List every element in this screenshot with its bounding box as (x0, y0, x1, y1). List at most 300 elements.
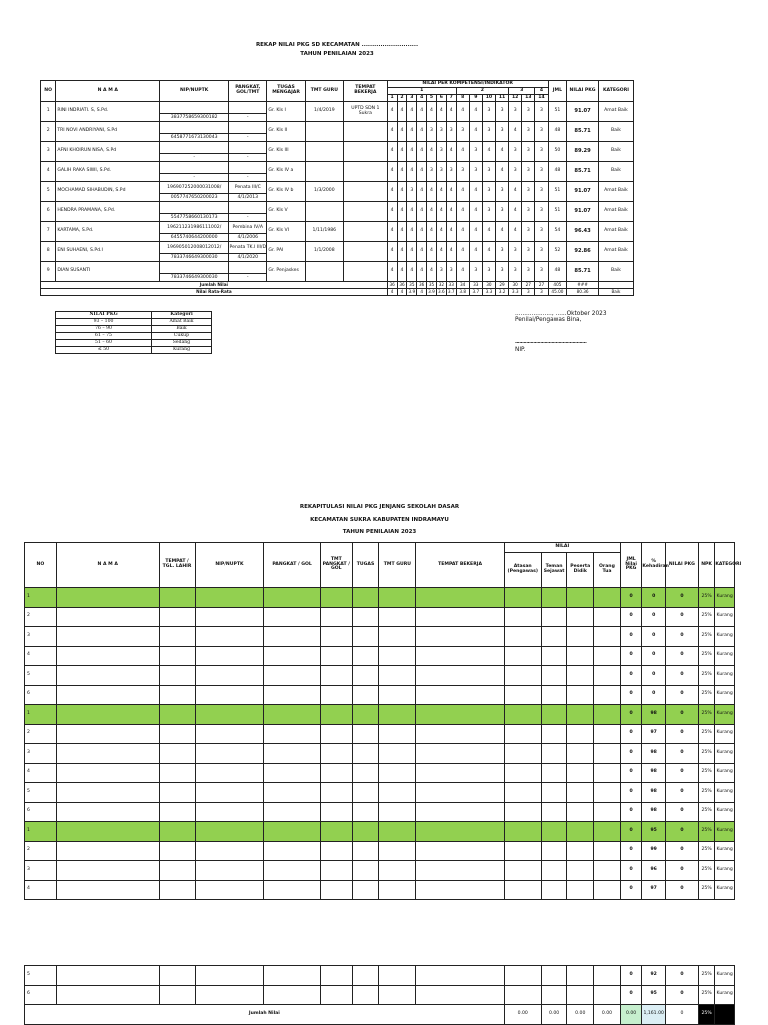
r2-cell-kehadiran: 0 (642, 666, 666, 686)
r2-cell-no: 5 (25, 966, 57, 986)
col-nama: N A M A (56, 81, 160, 102)
r2-table-row (25, 861, 735, 881)
col-nip: NIP/NUPTK (160, 81, 229, 102)
rekap2-title (24, 501, 735, 539)
r2-cell-kategori: Kurang (715, 588, 735, 608)
r2-cell-jml: 0 (620, 841, 642, 861)
r2-cell-empty (504, 744, 541, 764)
cell-tugas: Gr. Kls IV b (267, 182, 305, 202)
r2-cell-empty (159, 880, 195, 900)
r2-cell-empty (416, 685, 504, 705)
r2-cell-jml: 0 (620, 666, 642, 686)
cell-indicator-5: 4 (427, 262, 437, 282)
r2-cell-kehadiran: 0 (642, 588, 666, 608)
r2-cell-kehadiran: 95 (642, 985, 666, 1005)
cell-indicator-8: 4 (456, 222, 469, 242)
r2-cell-empty (56, 627, 159, 647)
jumlah-indicator-2: 36 (397, 282, 407, 289)
r2-cell-empty (567, 985, 594, 1005)
cell-indicator-13: 3 (522, 182, 535, 202)
indicator-7: 7 (446, 95, 456, 102)
rata-kategori: Baik (598, 289, 633, 296)
kat-range: 76 – 90 (56, 326, 152, 333)
cell-indicator-4: 4 (417, 142, 427, 162)
cell-tugas: Gr. Kls VI (267, 222, 305, 242)
cell-indicator-13: 3 (522, 162, 535, 182)
r2-cell-empty (56, 666, 159, 686)
r2-cell-empty (195, 588, 264, 608)
cell-indicator-12: 3 (509, 162, 522, 182)
r2-cell-kategori: Kurang (715, 985, 735, 1005)
r2-cell-no: 2 (25, 607, 57, 627)
cell-indicator-10: 4 (482, 222, 495, 242)
col-nilai-pkg: NILAI PKG (567, 81, 599, 102)
rata-indicator-12: 3.3 (509, 289, 522, 296)
r2-cell-empty (567, 880, 594, 900)
rata-indicator-2: 4 (397, 289, 407, 296)
r2-cell-kehadiran: 92 (642, 966, 666, 986)
r2-cell-empty (352, 861, 379, 881)
r2-cell-pkg: 0 (666, 880, 699, 900)
cell-tempat (343, 162, 387, 182)
indicator-8: 8 (456, 95, 469, 102)
indicator-6: 6 (436, 95, 446, 102)
r2-cell-jml: 0 (620, 822, 642, 842)
rekap2-table-continued (24, 965, 735, 1025)
r2-cell-empty (541, 666, 567, 686)
r2-cell-empty (416, 861, 504, 881)
cell-indicator-9: 3 (469, 262, 482, 282)
cell-pkg: 91.07 (567, 102, 599, 122)
r2-cell-npk: 25% (698, 841, 714, 861)
cell-pangkat-b: 4/1/2020 (229, 253, 266, 261)
rata-pkg: 80.36 (567, 289, 599, 296)
indicator-1: 1 (387, 95, 397, 102)
cell-indicator-3: 4 (407, 102, 417, 122)
r2-cell-empty (416, 705, 504, 725)
cell-indicator-8: 4 (456, 262, 469, 282)
rata-indicator-13: 3 (522, 289, 535, 296)
r2-cell-empty (320, 763, 352, 783)
r2-col-tugas: TUGAS (352, 543, 379, 588)
cell-pangkat-b: 4/1/2006 (229, 233, 266, 241)
r2-cell-empty (567, 802, 594, 822)
r2-cell-kehadiran: 98 (642, 783, 666, 803)
cell-indicator-3: 4 (407, 242, 417, 262)
cell-indicator-5: 4 (427, 182, 437, 202)
cell-tempat (343, 182, 387, 202)
cell-tmt: 1/1/2008 (305, 242, 343, 262)
cell-pangkat-b: - (229, 133, 266, 141)
r2-cell-empty (264, 666, 321, 686)
r2-table-row (25, 705, 735, 725)
table-row (41, 122, 634, 142)
r2-cell-empty (541, 685, 567, 705)
r2-cell-empty (379, 607, 416, 627)
cell-tempat (343, 122, 387, 142)
r2-cell-empty (541, 966, 567, 986)
kat-row (56, 340, 212, 347)
cell-indicator-14: 3 (535, 242, 548, 262)
r2-cell-empty (56, 744, 159, 764)
cell-indicator-11: 3 (496, 242, 509, 262)
cell-tugas: Gr. Kls IV a (267, 162, 305, 182)
r2-cell-empty (56, 705, 159, 725)
r2-cell-empty (541, 763, 567, 783)
r2-cell-empty (416, 763, 504, 783)
r2-cell-empty (594, 880, 621, 900)
r2-cell-empty (594, 966, 621, 986)
cell-indicator-7: 3 (446, 162, 456, 182)
cell-nip (160, 102, 229, 122)
cell-kategori: Amat Baik (598, 242, 633, 262)
cell-kategori: Amat Baik (598, 102, 633, 122)
cell-indicator-2: 4 (397, 142, 407, 162)
r2-cell-kategori: Kurang (715, 763, 735, 783)
cell-indicator-6: 4 (436, 222, 446, 242)
r2-cell-pkg: 0 (666, 588, 699, 608)
cell-tmt: 1/11/1986 (305, 222, 343, 242)
cell-indicator-6: 4 (436, 182, 446, 202)
r2-cell-empty (159, 607, 195, 627)
r2-cell-kategori: Kurang (715, 627, 735, 647)
indicator-10: 10 (482, 95, 495, 102)
r2-cell-empty (352, 783, 379, 803)
cell-tempat: UPTD SDN 1 Sukra (343, 102, 387, 122)
r2-cell-empty (264, 724, 321, 744)
cell-indicator-5: 4 (427, 222, 437, 242)
r2-cell-empty (264, 985, 321, 1005)
r2-cell-no: 2 (25, 841, 57, 861)
r2-cell-kategori: Kurang (715, 646, 735, 666)
kat-label: Amat Baik (152, 319, 212, 326)
col-tempat: TEMPAT BEKERJA (343, 81, 387, 102)
cell-indicator-9: 3 (469, 162, 482, 182)
cell-indicator-4: 4 (417, 202, 427, 222)
r2-cell-empty (56, 588, 159, 608)
r2-cell-empty (504, 985, 541, 1005)
indicator-5: 5 (427, 95, 437, 102)
r2-cell-kehadiran: 96 (642, 861, 666, 881)
rata-indicator-11: 3.2 (496, 289, 509, 296)
cell-indicator-1: 4 (387, 102, 397, 122)
rata-indicator-7: 3.7 (447, 288, 455, 294)
cell-jml: 51 (548, 182, 567, 202)
r2-cell-empty (594, 841, 621, 861)
r2-cell-empty (352, 985, 379, 1005)
r2-cell-npk: 25% (698, 985, 714, 1005)
r2-cell-empty (320, 841, 352, 861)
r2-cell-npk: 25% (698, 880, 714, 900)
cell-indicator-5: 3 (427, 122, 437, 142)
cell-tmt (305, 162, 343, 182)
cell-indicator-6: 3 (436, 142, 446, 162)
r2-cell-empty (195, 861, 264, 881)
cell-indicator-12: 3 (509, 102, 522, 122)
cell-indicator-12: 3 (509, 242, 522, 262)
rekap2-title-line1: REKAPITULASI NILAI PKG JENJANG SEKOLAH DASAR (299, 504, 460, 510)
cell-no: 6 (41, 202, 56, 222)
r2-cell-empty (352, 627, 379, 647)
cell-indicator-11: 4 (496, 222, 509, 242)
cell-indicator-13: 3 (522, 202, 535, 222)
cell-pkg: 85.71 (567, 122, 599, 142)
r2-cell-empty (195, 822, 264, 842)
cell-indicator-7: 3 (446, 262, 456, 282)
col-pangkat: PANGKAT, GOL/TMT (229, 81, 267, 102)
r2-cell-jml: 0 (620, 744, 642, 764)
rata-row (41, 289, 634, 296)
cell-indicator-13: 3 (522, 122, 535, 142)
r2-jumlah-kategori (715, 1005, 735, 1025)
r2-col-nama: N A M A (56, 543, 159, 588)
r2-table-row (25, 783, 735, 803)
r2-cell-empty (352, 841, 379, 861)
r2-cell-jml: 0 (620, 802, 642, 822)
r2-cell-empty (320, 724, 352, 744)
r2-cell-empty (195, 705, 264, 725)
cell-indicator-12: 4 (509, 182, 522, 202)
cell-nip (160, 222, 229, 242)
r2-cell-pkg: 0 (666, 666, 699, 686)
r2-cell-empty (416, 802, 504, 822)
r2-col-tempat-bekerja: TEMPAT BEKERJA (416, 543, 504, 588)
indicator-9: 9 (469, 95, 482, 102)
cell-pangkat-a (229, 202, 266, 213)
r2-cell-empty (56, 822, 159, 842)
cell-indicator-1: 4 (387, 242, 397, 262)
r2-cell-npk: 25% (698, 627, 714, 647)
r2-cell-empty (195, 763, 264, 783)
table-row (41, 162, 634, 182)
cell-indicator-9: 4 (469, 222, 482, 242)
cell-jml: 50 (548, 142, 567, 162)
r2-cell-empty (567, 705, 594, 725)
r2-cell-empty (56, 861, 159, 881)
indicator-2: 2 (397, 95, 407, 102)
r2-cell-empty (567, 783, 594, 803)
cell-indicator-1: 4 (387, 222, 397, 242)
cell-indicator-1: 4 (387, 202, 397, 222)
r2-cell-empty (541, 705, 567, 725)
r2-cell-kategori: Kurang (715, 666, 735, 686)
indicator-14: 14 (535, 95, 548, 102)
r2-cell-jml: 0 (620, 588, 642, 608)
cell-indicator-4: 4 (417, 162, 427, 182)
cell-nama: RINI INDRIATI. S, S.Pd. (56, 102, 160, 122)
r2-cell-npk: 25% (698, 607, 714, 627)
r2-cell-kehadiran: 0 (642, 646, 666, 666)
rata-label: Nilai Rata-Rata (41, 289, 388, 296)
r2-jumlah-label: Jumlah Nilai (25, 1005, 505, 1025)
cell-indicator-1: 4 (387, 262, 397, 282)
cell-indicator-14: 3 (535, 162, 548, 182)
cell-indicator-10: 4 (482, 242, 495, 262)
r2-cell-empty (352, 763, 379, 783)
r2-cell-npk: 25% (698, 705, 714, 725)
kat-range: ≤ 50 (56, 347, 152, 354)
cell-tugas: Gr. Kls III (267, 142, 305, 162)
cell-indicator-13: 3 (522, 142, 535, 162)
r2-cell-empty (504, 861, 541, 881)
cell-indicator-8: 4 (456, 142, 469, 162)
r2-cell-empty (320, 744, 352, 764)
r2-cell-pkg: 0 (666, 763, 699, 783)
r2-cell-npk: 25% (698, 724, 714, 744)
cell-indicator-14: 3 (535, 142, 548, 162)
kat-range: 51 – 60 (56, 340, 152, 347)
cell-nama: ENI SUHAENI, S.Pd.I (56, 242, 160, 262)
cell-indicator-4: 4 (417, 262, 427, 282)
cell-nip-a (160, 162, 228, 173)
r2-cell-empty (159, 822, 195, 842)
cell-pangkat (229, 162, 267, 182)
r2-cell-empty (264, 588, 321, 608)
r2-table-row (25, 588, 735, 608)
r2-cell-empty (320, 588, 352, 608)
r2-cell-empty (264, 607, 321, 627)
cell-no: 9 (41, 262, 56, 282)
cell-nama: KARTAMA, S.Pd. (56, 222, 160, 242)
cell-nama: DIAN SUSANTI (56, 262, 160, 282)
r2-cell-empty (264, 646, 321, 666)
cell-indicator-11: 4 (496, 162, 509, 182)
r2-cell-empty (159, 666, 195, 686)
r2-cell-empty (416, 744, 504, 764)
cell-nama: HENDRA PRAMANA, S.Pd. (56, 202, 160, 222)
cell-pangkat-a (229, 102, 266, 113)
r2-col-nip: NIP/NUPTK (195, 543, 264, 588)
r2-cell-empty (567, 607, 594, 627)
jumlah-indicator-4: 36 (417, 282, 427, 289)
r2-cell-empty (504, 822, 541, 842)
r2-cell-kategori: Kurang (715, 841, 735, 861)
r2-cell-empty (320, 880, 352, 900)
r2-cell-empty (56, 783, 159, 803)
kat-range: 93 – 100 (56, 319, 152, 326)
cell-indicator-8: 4 (456, 182, 469, 202)
r2-cell-empty (159, 966, 195, 986)
cell-no: 2 (41, 122, 56, 142)
r2-cell-empty (594, 646, 621, 666)
cell-tmt (305, 262, 343, 282)
r2-table-row (25, 822, 735, 842)
cell-indicator-10: 4 (482, 142, 495, 162)
r2-cell-empty (159, 744, 195, 764)
r2-cell-empty (195, 724, 264, 744)
r2-cell-empty (594, 861, 621, 881)
indicator-3: 3 (407, 95, 417, 102)
rata-indicator-5: 3.9 (428, 288, 435, 294)
r2-cell-jml: 0 (620, 646, 642, 666)
indicator-12: 12 (509, 95, 522, 102)
cell-indicator-10: 3 (482, 182, 495, 202)
r2-cell-empty (264, 822, 321, 842)
kat-row (56, 319, 212, 326)
r2-cell-empty (416, 646, 504, 666)
cell-indicator-14: 3 (535, 222, 548, 242)
r2-cell-empty (567, 685, 594, 705)
r2-cell-empty (416, 627, 504, 647)
kat-head-nilai: NILAI PKG (56, 312, 152, 319)
r2-cell-kategori: Kurang (715, 783, 735, 803)
r2-table-row (25, 802, 735, 822)
r2-cell-empty (352, 744, 379, 764)
r2-cell-kategori: Kurang (715, 861, 735, 881)
r2-cell-empty (379, 966, 416, 986)
cell-tempat (343, 262, 387, 282)
r2-cell-kehadiran: 97 (642, 880, 666, 900)
r2-cell-empty (264, 744, 321, 764)
r2-cell-no: 5 (25, 783, 57, 803)
r2-cell-pkg: 0 (666, 966, 699, 986)
cell-tugas: Gr. PAI (267, 242, 305, 262)
r2-cell-kehadiran: 0 (642, 627, 666, 647)
r2-cell-no: 6 (25, 802, 57, 822)
r2-cell-empty (195, 966, 264, 986)
r2-cell-pkg: 0 (666, 744, 699, 764)
cell-indicator-14: 3 (535, 102, 548, 122)
cell-tempat (343, 202, 387, 222)
r2-cell-empty (352, 822, 379, 842)
rekap2-table (24, 542, 742, 900)
cell-pangkat (229, 202, 267, 222)
r2-col-atasan: Atasan (Pengawas) (504, 553, 541, 588)
cell-indicator-3: 4 (407, 222, 417, 242)
cell-nip (160, 182, 229, 202)
cell-indicator-13: 3 (522, 262, 535, 282)
cell-tmt: 1/4/2019 (305, 102, 343, 122)
kat-head-kategori: Kategori (152, 312, 212, 319)
r2-jumlah-teman: 0.00 (541, 1005, 567, 1025)
r2-cell-kategori: Kurang (715, 880, 735, 900)
cell-jml: 51 (548, 102, 567, 122)
r2-cell-jml: 0 (620, 607, 642, 627)
kat-row (56, 347, 212, 354)
r2-cell-empty (320, 646, 352, 666)
r2-cell-empty (541, 841, 567, 861)
r2-cell-kehadiran: 98 (642, 802, 666, 822)
r2-col-kehadiran: % Kehadiran (642, 543, 666, 588)
cell-nama: MOCHAMAD SIHABUDIN, S.Pd (56, 182, 160, 202)
r2-cell-empty (195, 646, 264, 666)
cell-pangkat-b: 4/1/2013 (229, 193, 266, 201)
r2-cell-empty (195, 880, 264, 900)
r2-cell-empty (379, 985, 416, 1005)
r2-table-row (25, 627, 735, 647)
r2-col-no: NO (25, 543, 57, 588)
r2-cell-kategori: Kurang (715, 966, 735, 986)
cell-indicator-8: 3 (456, 162, 469, 182)
r2-cell-empty (379, 861, 416, 881)
rata-indicator-14: 3 (535, 289, 548, 296)
cell-indicator-10: 3 (482, 102, 495, 122)
cell-pangkat-a: Penata TK.I III/D (229, 245, 266, 250)
cell-nip (160, 162, 229, 182)
cell-indicator-5: 4 (427, 142, 437, 162)
jumlah-indicator-12: 30 (509, 282, 522, 289)
cell-nip-a (160, 102, 228, 113)
cell-tmt (305, 142, 343, 162)
cell-indicator-14: 3 (535, 122, 548, 142)
r2-cell-empty (56, 966, 159, 986)
r2-cell-empty (264, 627, 321, 647)
cell-indicator-13: 3 (522, 242, 535, 262)
cell-kategori: Amat Baik (598, 182, 633, 202)
r2-cell-kehadiran: 97 (642, 724, 666, 744)
cell-indicator-9: 4 (469, 102, 482, 122)
r2-cell-empty (379, 802, 416, 822)
